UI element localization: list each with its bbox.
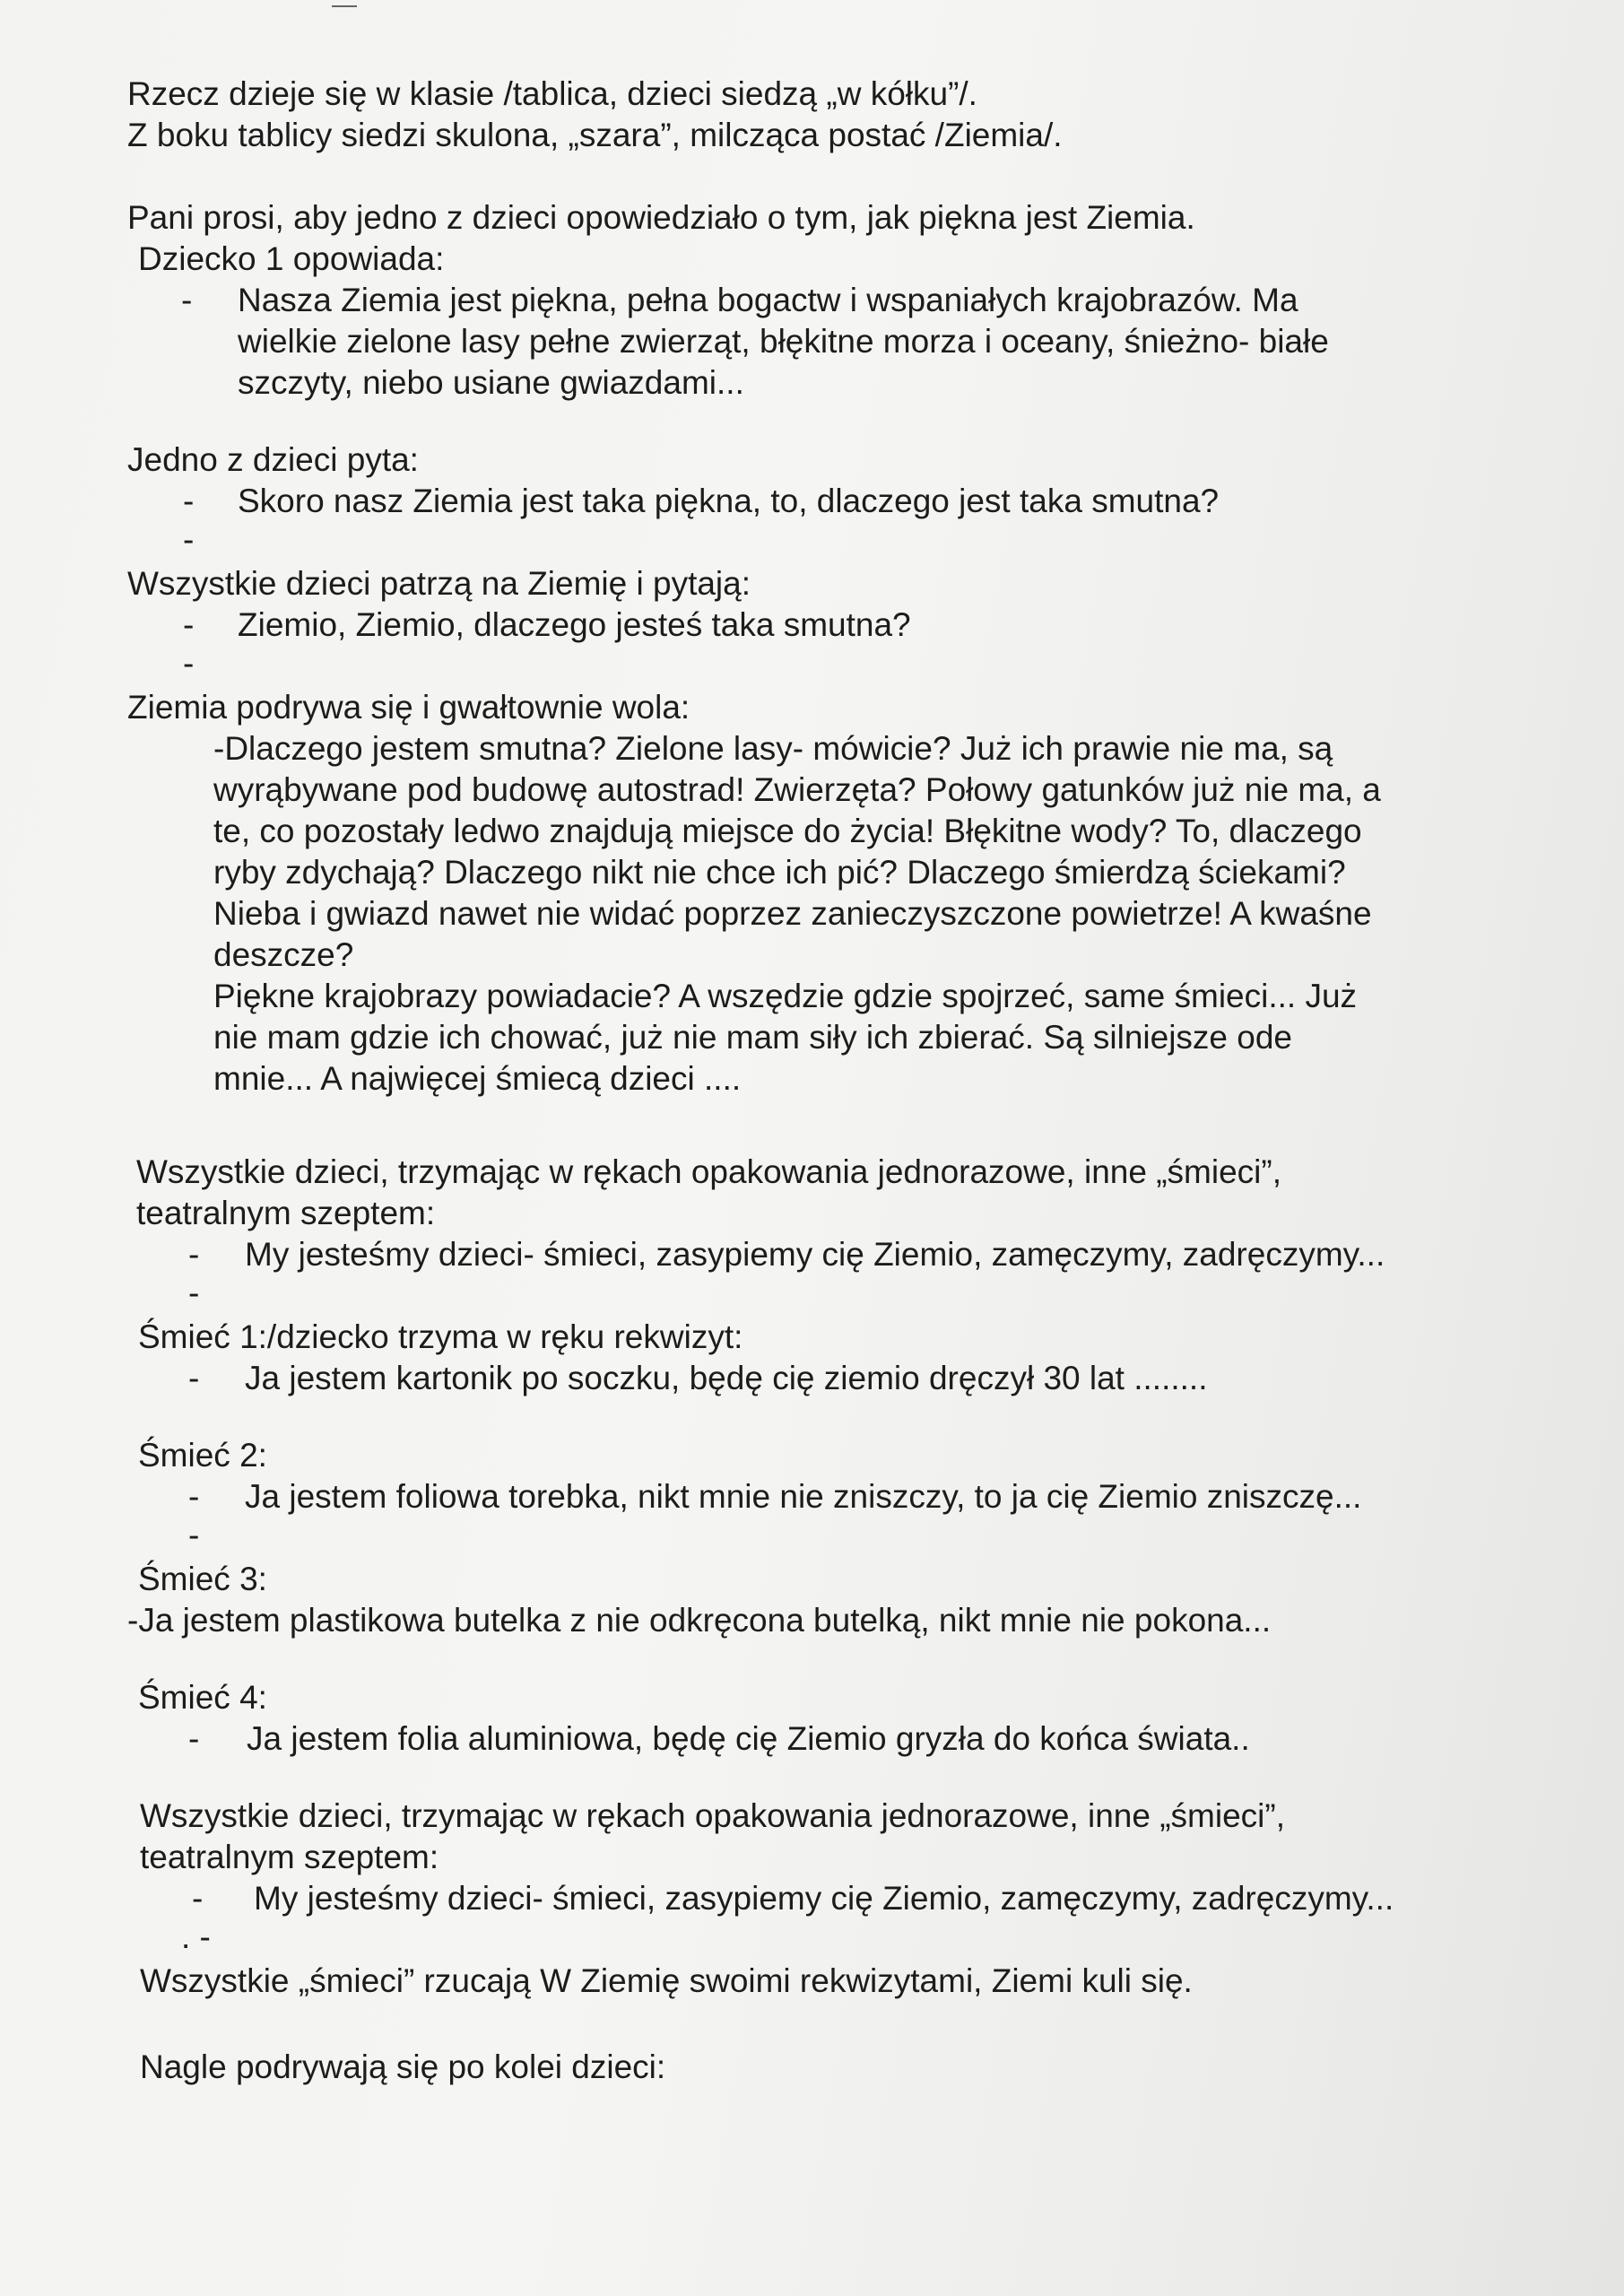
trash2-speech: [127, 1476, 1553, 1518]
earth-line: te, co pozostały ledwo znajdują miejsce do życia! Błękitne wody? To, dlaczego: [213, 813, 1362, 849]
trash1-line: Ja jestem kartonik po soczku, będę cię ziemio dręczył 30 lat ........: [245, 1360, 1208, 1396]
earth-line: -Dlaczego jestem smutna? Zielone lasy- mówicie? Już ich prawie nie ma, są: [213, 730, 1333, 767]
chorus1-line: My jesteśmy dzieci- śmieci, zasypiemy cię Ziemio, zamęczymy, zadręczymy...: [245, 1236, 1385, 1273]
chorus2-line-2: teatralnym szeptem:: [140, 1839, 439, 1875]
script-document: [127, 74, 1553, 2088]
all-ask-line: Ziemio, Ziemio, dlaczego jesteś taka smutna?: [238, 606, 911, 643]
all-ask-label: Wszystkie dzieci patrzą na Ziemię i pytają:: [127, 565, 751, 602]
dash-mark: -: [188, 1720, 200, 1757]
earth-line: Piękne krajobrazy powiadacie? A wszędzie gdzie spojrzeć, same śmieci... Już: [213, 978, 1358, 1014]
earth-speech: [127, 728, 1553, 1100]
dash-mark: -: [192, 1880, 204, 1917]
earth-line: ryby zdychają? Dlaczego nikt nie chce ich pić? Dlaczego śmierdzą ściekami?: [213, 854, 1346, 891]
earth-line: Nieba i gwiazd nawet nie widać poprzez zanieczyszczone powietrze! A kwaśne: [213, 895, 1372, 932]
question-label: Jedno z dzieci pyta:: [127, 441, 419, 478]
child1-speech: [127, 280, 1553, 404]
earth-line: deszcze?: [213, 936, 354, 973]
throw-line: Wszystkie „śmieci” rzucają W Ziemię swoimi rekwizytami, Ziemi kuli się.: [140, 1962, 1193, 1999]
question-line: Skoro nasz Ziemia jest taka piękna, to, dlaczego jest taka smutna?: [238, 483, 1220, 519]
dash-mark: -: [183, 606, 195, 643]
chorus1-speech: [127, 1234, 1553, 1275]
dash-mark: -: [183, 483, 195, 519]
stray-dash: -: [188, 1274, 200, 1311]
trash4-line: Ja jestem folia aluminiowa, będę cię Ziemio gryzła do końca świata..: [247, 1720, 1250, 1757]
stray-dash: . -: [181, 1918, 211, 1955]
child1-line-1: Nasza Ziemia jest piękna, pełna bogactw i wspaniałych krajobrazów. Ma: [238, 282, 1298, 318]
earth-line: wyrąbywane pod budowę autostrad! Zwierzęta? Połowy gatunków już nie ma, a: [213, 771, 1381, 808]
trash1-speech: [127, 1358, 1553, 1399]
trash2-label: Śmieć 2:: [138, 1437, 267, 1474]
chorus2-speech: [127, 1878, 1553, 1919]
stray-dash: -: [183, 521, 195, 558]
earth-line: nie mam gdzie ich chować, już nie mam siły ich zbierać. Są silniejsze ode: [213, 1019, 1293, 1056]
trash4-speech: [127, 1718, 1553, 1760]
trash3-line: -Ja jestem plastikowa butelka z nie odkręcona butelką, nikt mnie nie pokona...: [127, 1602, 1272, 1639]
trash4-label: Śmieć 4:: [138, 1679, 267, 1716]
child1-label: Dziecko 1 opowiada:: [138, 240, 445, 277]
chorus1-line-1: Wszystkie dzieci, trzymając w rękach opakowania jednorazowe, inne „śmieci”,: [136, 1153, 1281, 1190]
chorus2-line: My jesteśmy dzieci- śmieci, zasypiemy cię Ziemio, zamęczymy, zadręczymy...: [254, 1880, 1394, 1917]
earth-label: Ziemia podrywa się i gwałtownie wola:: [127, 689, 690, 726]
chorus2-line-1: Wszystkie dzieci, trzymając w rękach opakowania jednorazowe, inne „śmieci”,: [140, 1797, 1285, 1834]
question-speech: [127, 481, 1553, 522]
trash1-label: Śmieć 1:/dziecko trzyma w ręku rekwizyt:: [138, 1318, 743, 1355]
trash3-label: Śmieć 3:: [138, 1561, 267, 1597]
child1-line-3: szczyty, niebo usiane gwiazdami...: [238, 364, 744, 401]
stray-dash: -: [188, 1517, 200, 1553]
intro-line-2: Z boku tablicy siedzi skulona, „szara”, milcząca postać /Ziemia/.: [127, 117, 1063, 153]
dash-mark: -: [181, 282, 193, 318]
top-edge-mark: [332, 5, 357, 7]
dash-mark: -: [188, 1236, 200, 1273]
dash-mark: -: [188, 1360, 200, 1396]
child1-line-2: wielkie zielone lasy pełne zwierząt, błękitne morza i oceany, śnieżno- białe: [238, 323, 1329, 360]
stray-dash: -: [183, 645, 195, 682]
trash2-line: Ja jestem foliowa torebka, nikt mnie nie zniszczy, to ja cię Ziemio zniszczę...: [245, 1478, 1362, 1515]
teacher-line: Pani prosi, aby jedno z dzieci opowiedziało o tym, jak piękna jest Ziemia.: [127, 199, 1195, 236]
final-line: Nagle podrywają się po kolei dzieci:: [140, 2048, 666, 2085]
all-ask-speech: [127, 604, 1553, 646]
dash-mark: -: [188, 1478, 200, 1515]
intro-line-1: Rzecz dzieje się w klasie /tablica, dzieci siedzą „w kółku”/.: [127, 75, 977, 112]
earth-line: mnie... A najwięcej śmiecą dzieci ....: [213, 1060, 742, 1097]
chorus1-line-2: teatralnym szeptem:: [136, 1195, 436, 1231]
